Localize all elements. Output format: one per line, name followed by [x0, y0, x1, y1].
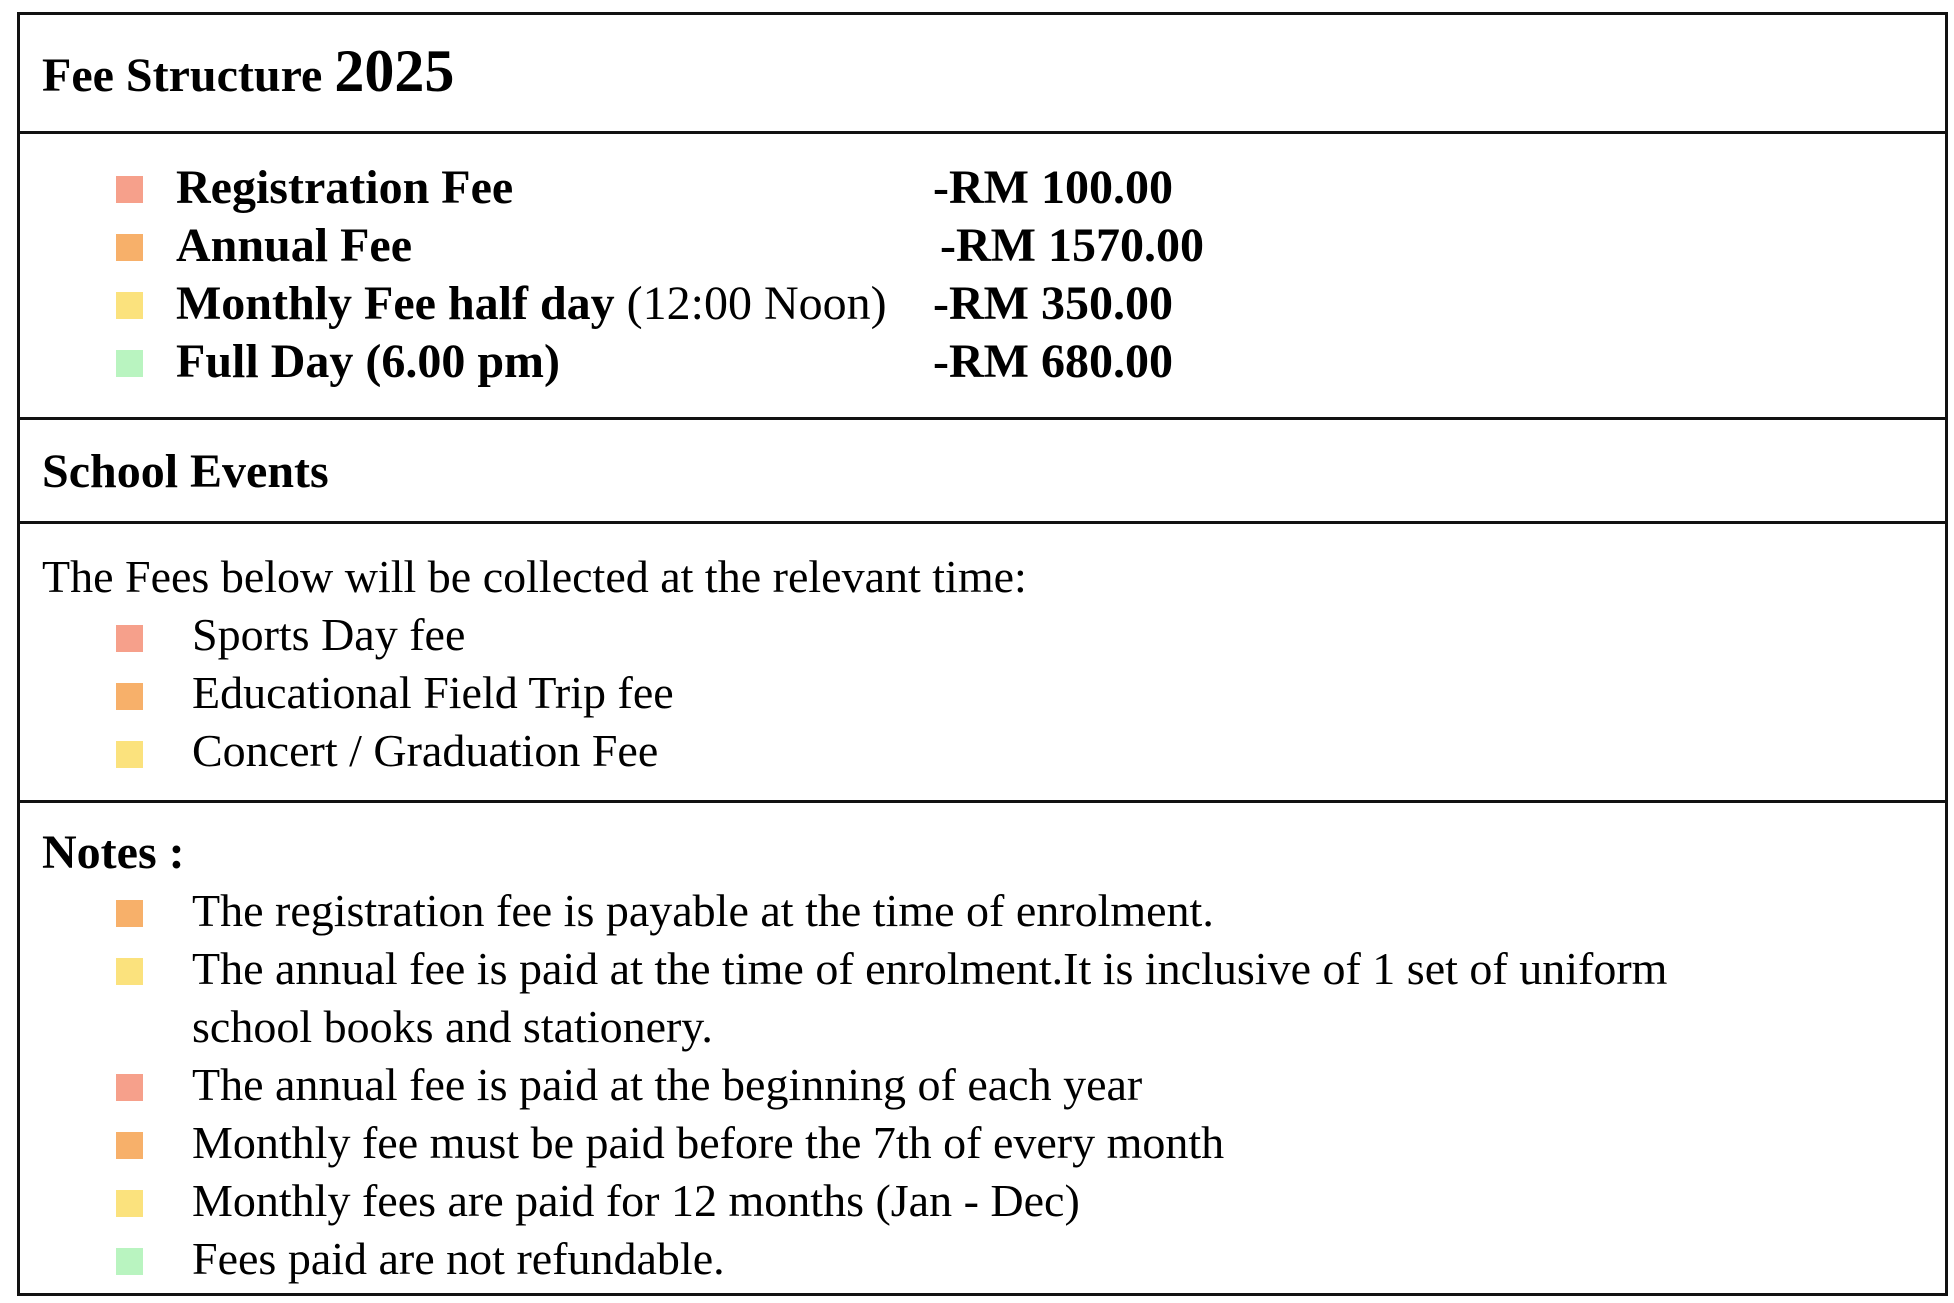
note-item — [20, 1115, 1945, 1171]
school-events-section — [20, 524, 1945, 803]
fee-row — [20, 276, 1945, 332]
fee-label-group — [176, 276, 887, 332]
fee-amount: -RM 680.00 — [933, 335, 1173, 388]
note-item — [20, 941, 1945, 997]
event-item — [20, 607, 1945, 663]
title-year: 2025 — [334, 38, 455, 104]
square-bullet-icon — [116, 350, 143, 377]
note-text: Monthly fees are paid for 12 months (Jan - Dec) — [192, 1175, 1080, 1226]
note-text: The annual fee is paid at the beginning of each year — [192, 1059, 1143, 1110]
fee-structure-header — [20, 15, 1945, 134]
note-item — [20, 1231, 1945, 1287]
square-bullet-icon — [116, 1074, 143, 1101]
fee-row — [20, 160, 1945, 216]
square-bullet-icon — [116, 741, 143, 768]
square-bullet-icon — [116, 176, 143, 203]
page-title — [42, 37, 454, 106]
fee-label: Monthly Fee half day — [176, 277, 615, 330]
fee-amount: -RM 350.00 — [933, 277, 1173, 330]
square-bullet-icon — [116, 1190, 143, 1217]
section-title: Notes : — [42, 826, 185, 879]
square-bullet-icon — [116, 958, 143, 985]
fee-row — [20, 334, 1945, 390]
square-bullet-icon — [116, 625, 143, 652]
fee-amount: -RM 100.00 — [933, 161, 1173, 214]
fee-label-suffix: (12:00 Noon) — [626, 277, 887, 330]
fee-label: Registration Fee — [176, 161, 514, 214]
fee-label: Annual Fee — [176, 219, 413, 272]
square-bullet-icon — [116, 234, 143, 261]
square-bullet-icon — [116, 900, 143, 927]
note-item-continued — [20, 999, 1945, 1055]
event-label: Educational Field Trip fee — [192, 667, 674, 718]
event-item — [20, 665, 1945, 721]
fee-label: Full Day (6.00 pm) — [176, 335, 560, 388]
fee-list-section — [20, 134, 1945, 420]
note-item — [20, 1057, 1945, 1113]
event-label: Concert / Graduation Fee — [192, 725, 659, 776]
square-bullet-icon — [116, 292, 143, 319]
notes-section — [20, 803, 1945, 1293]
note-text: The annual fee is paid at the time of enrolment.It is inclusive of 1 set of uniform — [192, 943, 1668, 994]
note-text: The registration fee is payable at the time of enrolment. — [192, 885, 1214, 936]
section-title: School Events — [42, 445, 329, 498]
title-text: Fee Structure — [42, 49, 323, 102]
event-label: Sports Day fee — [192, 609, 466, 660]
fee-amount: -RM 1570.00 — [940, 219, 1204, 272]
square-bullet-icon — [116, 1132, 143, 1159]
school-events-header — [20, 420, 1945, 524]
note-item — [20, 883, 1945, 939]
note-text: Monthly fee must be paid before the 7th of every month — [192, 1117, 1225, 1168]
note-text: school books and stationery. — [192, 1001, 713, 1052]
square-bullet-icon — [116, 1248, 143, 1275]
square-bullet-icon — [116, 683, 143, 710]
events-intro: The Fees below will be collected at the relevant time: — [42, 551, 1027, 602]
fee-document — [17, 12, 1948, 1296]
event-item — [20, 723, 1945, 779]
fee-row — [20, 218, 1945, 274]
note-item — [20, 1173, 1945, 1229]
note-text: Fees paid are not refundable. — [192, 1233, 725, 1284]
